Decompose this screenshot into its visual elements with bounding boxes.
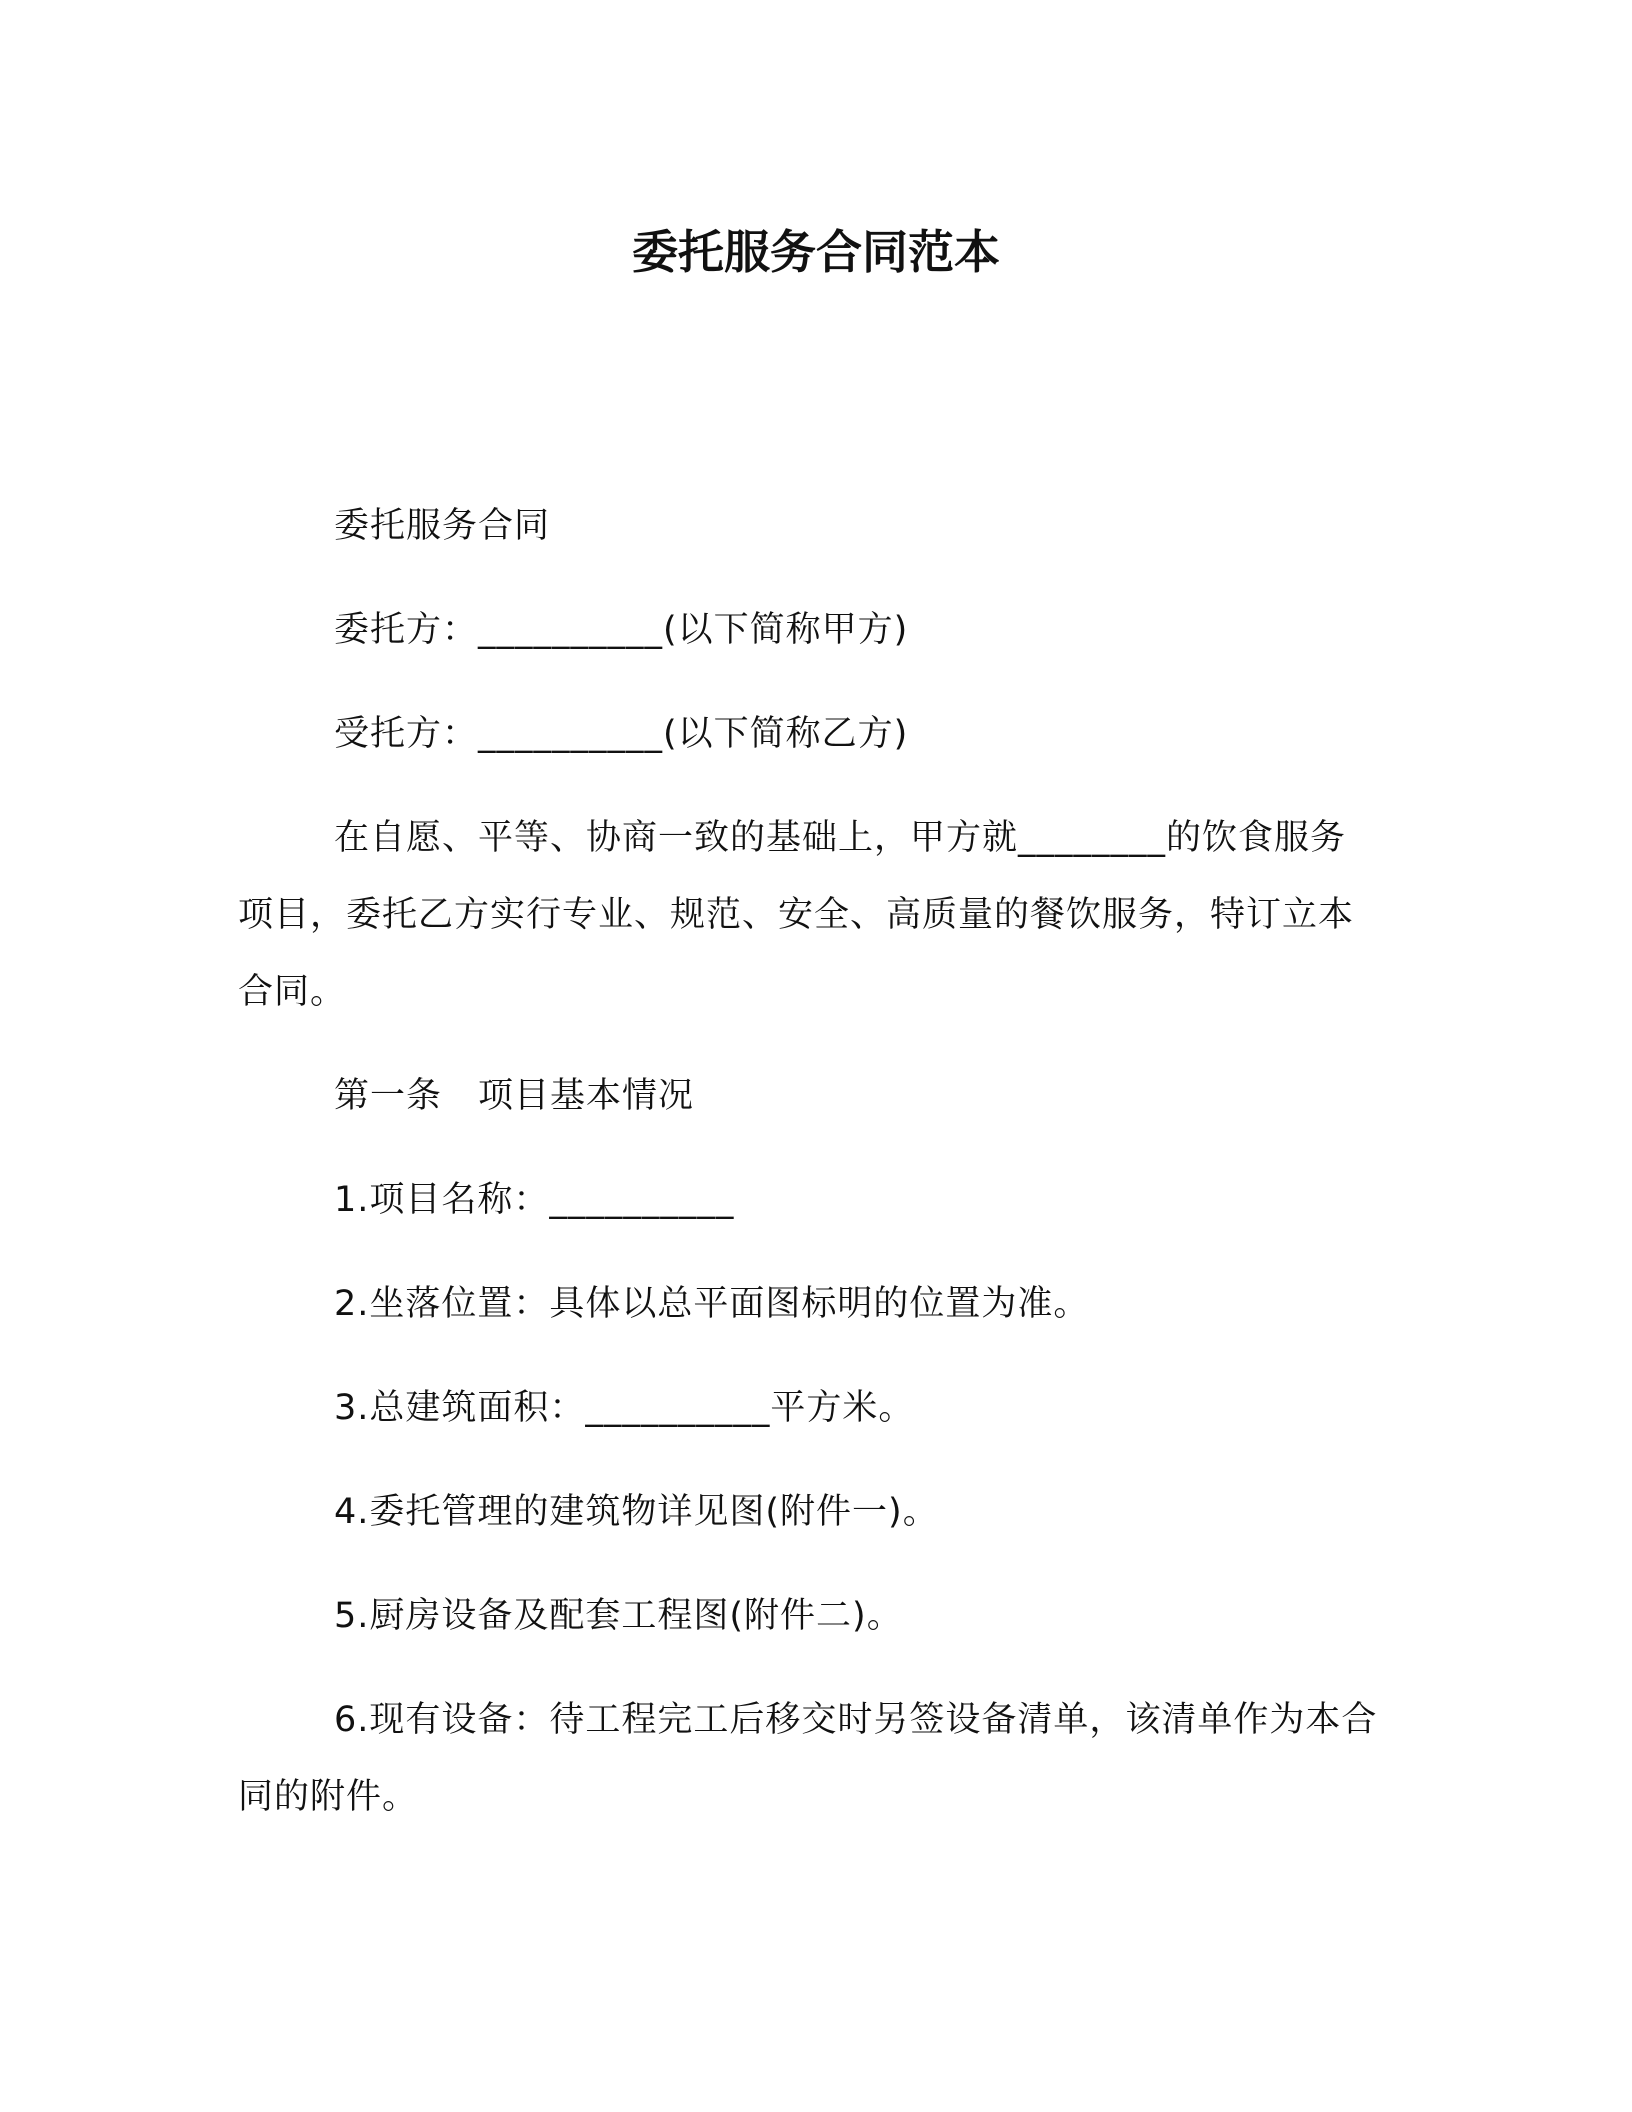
- item-project-name: 1.项目名称：__________: [334, 1180, 735, 1220]
- item-kitchen-equipment: 5.厨房设备及配套工程图(附件二)。: [334, 1596, 903, 1636]
- document-title: 委托服务合同范本: [632, 225, 1000, 279]
- document-body: [238, 488, 1380, 1863]
- contract-heading: 委托服务合同: [334, 506, 551, 546]
- article-one-heading: 第一条 项目基本情况: [334, 1076, 695, 1116]
- item-buildings: 4.委托管理的建筑物详见图(附件一)。: [334, 1492, 939, 1532]
- agent-party-line: 受托方：__________(以下简称乙方): [334, 714, 909, 754]
- principal-party-line: 委托方：__________(以下简称甲方): [334, 610, 909, 650]
- item-location: 2.坐落位置：具体以总平面图标明的位置为准。: [334, 1284, 1090, 1324]
- item-existing-equipment: 6.现有设备：待工程完工后移交时另签设备清单，该清单作为本合同的附件。: [238, 1700, 1378, 1817]
- item-floor-area: 3.总建筑面积：__________平方米。: [334, 1388, 915, 1428]
- preamble-paragraph: 在自愿、平等、协商一致的基础上，甲方就________的饮食服务项目，委托乙方实行专业、规范、安全、高质量的餐饮服务，特订立本合同。: [238, 818, 1355, 1012]
